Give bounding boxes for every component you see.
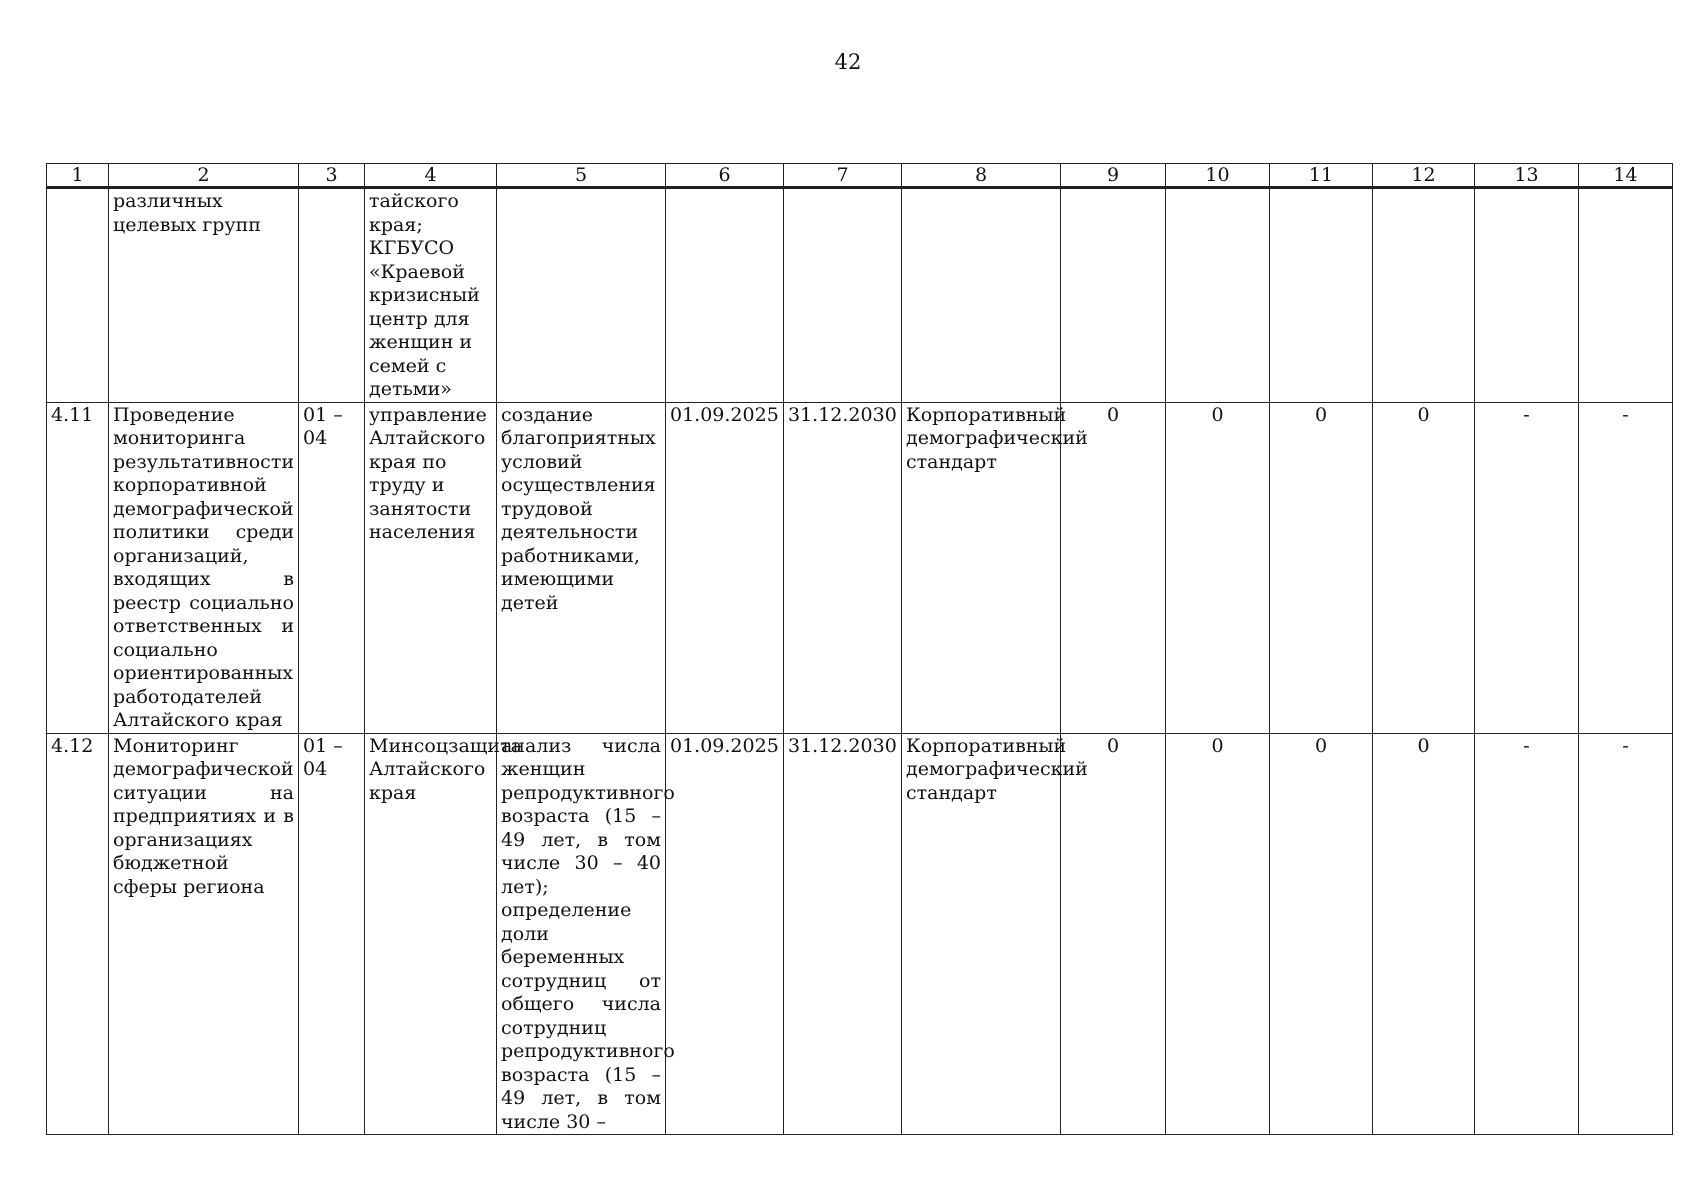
cell-c13: - bbox=[1475, 402, 1579, 733]
cell-c14: - bbox=[1579, 733, 1673, 1135]
header-cell: 1 bbox=[47, 164, 109, 188]
cell-num bbox=[47, 188, 109, 403]
cell-name: Мониторинг демографической ситуации на предприятиях и в организациях бюджетной сферы региона bbox=[109, 733, 299, 1135]
cell-period: 01 – 04 bbox=[299, 733, 365, 1135]
header-cell: 11 bbox=[1270, 164, 1373, 188]
cell-name: Проведение мониторинга результативности корпоративной демографической политики среди организаций, входящих в реестр социально ответственных и социально ориентированных работодателей Алтайского края bbox=[109, 402, 299, 733]
cell-c13 bbox=[1475, 188, 1579, 403]
cell-name: различных целевых групп bbox=[109, 188, 299, 403]
cell-c14: - bbox=[1579, 402, 1673, 733]
header-cell: 10 bbox=[1166, 164, 1270, 188]
cell-c10 bbox=[1166, 188, 1270, 403]
header-cell: 14 bbox=[1579, 164, 1673, 188]
cell-c11: 0 bbox=[1270, 402, 1373, 733]
cell-program: Корпоративный демографический стандарт bbox=[902, 402, 1061, 733]
cell-c10: 0 bbox=[1166, 733, 1270, 1135]
cell-start: 01.09.2025 bbox=[666, 402, 784, 733]
cell-period: 01 – 04 bbox=[299, 402, 365, 733]
cell-c12: 0 bbox=[1373, 402, 1475, 733]
cell-num: 4.11 bbox=[47, 402, 109, 733]
header-cell: 13 bbox=[1475, 164, 1579, 188]
cell-end: 31.12.2030 bbox=[784, 733, 902, 1135]
cell-num: 4.12 bbox=[47, 733, 109, 1135]
header-cell: 6 bbox=[666, 164, 784, 188]
cell-c11 bbox=[1270, 188, 1373, 403]
cell-c13: - bbox=[1475, 733, 1579, 1135]
header-cell: 5 bbox=[497, 164, 666, 188]
header-cell: 2 bbox=[109, 164, 299, 188]
header-cell: 9 bbox=[1061, 164, 1166, 188]
cell-program: Корпоративный демографический стандарт bbox=[902, 733, 1061, 1135]
cell-end bbox=[784, 188, 902, 403]
cell-c9 bbox=[1061, 188, 1166, 403]
plan-table bbox=[46, 163, 1673, 1135]
cell-result: анализ числа женщин репродуктивного возраста (15 – 49 лет, в том числе 30 – 40 лет); определение доли беременных сотрудниц от общего числа сотрудниц репродуктивного возраста (15 – 49 лет, в том числе 30 – bbox=[497, 733, 666, 1135]
cell-c11: 0 bbox=[1270, 733, 1373, 1135]
header-cell: 3 bbox=[299, 164, 365, 188]
header-cell: 12 bbox=[1373, 164, 1475, 188]
header-row bbox=[47, 164, 1673, 188]
page-number: 42 bbox=[834, 50, 862, 74]
cell-c9: 0 bbox=[1061, 402, 1166, 733]
cell-result: создание благоприятных условий осуществления трудовой деятельности работниками, имеющими детей bbox=[497, 402, 666, 733]
cell-c12: 0 bbox=[1373, 733, 1475, 1135]
table-row bbox=[47, 402, 1673, 733]
header-cell: 4 bbox=[365, 164, 497, 188]
header-cell: 7 bbox=[784, 164, 902, 188]
cell-program bbox=[902, 188, 1061, 403]
table-row bbox=[47, 733, 1673, 1135]
cell-c12 bbox=[1373, 188, 1475, 403]
cell-c10: 0 bbox=[1166, 402, 1270, 733]
cell-start: 01.09.2025 bbox=[666, 733, 784, 1135]
cell-executor: тайского края; КГБУСО «Краевой кризисный центр для женщин и семей с детьми» bbox=[365, 188, 497, 403]
cell-executor: управление Алтайского края по труду и занятости населения bbox=[365, 402, 497, 733]
cell-c14 bbox=[1579, 188, 1673, 403]
cell-c9: 0 bbox=[1061, 733, 1166, 1135]
table-row bbox=[47, 188, 1673, 403]
cell-result bbox=[497, 188, 666, 403]
cell-end: 31.12.2030 bbox=[784, 402, 902, 733]
header-cell: 8 bbox=[902, 164, 1061, 188]
cell-executor: Минсоцзащита Алтайского края bbox=[365, 733, 497, 1135]
cell-period bbox=[299, 188, 365, 403]
cell-start bbox=[666, 188, 784, 403]
